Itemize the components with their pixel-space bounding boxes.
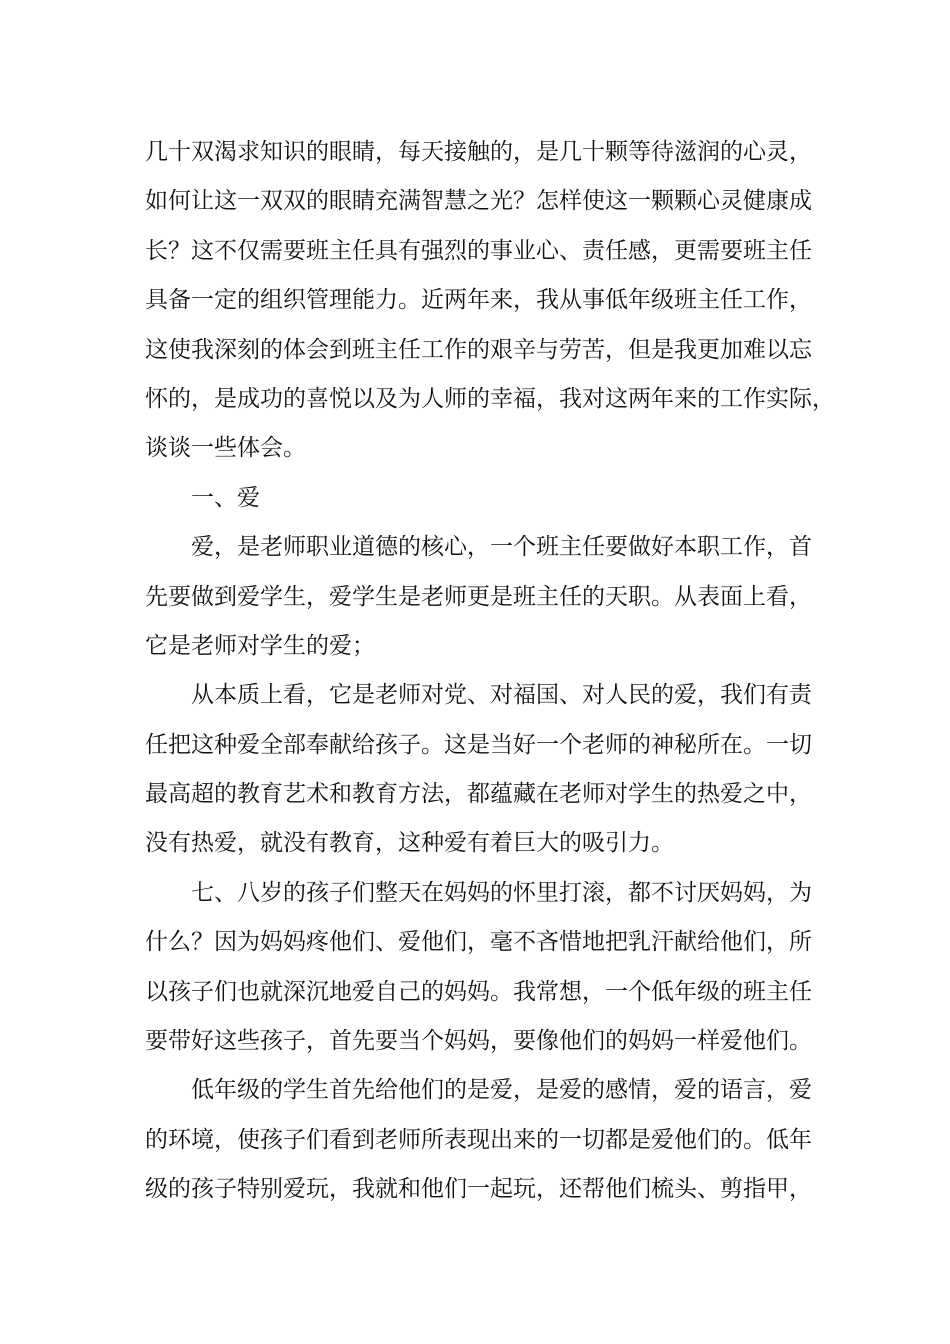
text-line: 具备一定的组织管理能力。近两年来，我从事低年级班主任工作，: [145, 287, 812, 314]
text-line: 怀的，是成功的喜悦以及为人师的幸福，我对这两年来的工作实际，: [145, 385, 835, 412]
text-line: 没有热爱，就没有教育，这种爱有着巨大的吸引力。: [145, 830, 674, 857]
text-line: 级的孩子特别爱玩，我就和他们一起玩，还帮他们梳头、剪指甲，: [145, 1176, 812, 1203]
paragraph-start-line: 从本质上看，它是老师对党、对福国、对人民的爱，我们有责: [191, 682, 812, 709]
text-line: 长？这不仅需要班主任具有强烈的事业心、责任感，更需要班主任: [145, 237, 812, 264]
text-line: 任把这种爱全部奉献给孩子。这是当好一个老师的神秘所在。一切: [145, 731, 812, 758]
paragraph-start-line: 低年级的学生首先给他们的是爱，是爱的感情，爱的语言，爱: [191, 1077, 812, 1104]
text-line: 谈谈一些体会。: [145, 435, 306, 462]
text-line: 先要做到爱学生，爱学生是老师更是班主任的天职。从表面上看，: [145, 583, 812, 610]
text-line: 这使我深刻的体会到班主任工作的艰辛与劳苦，但是我更加难以忘: [145, 336, 812, 363]
text-line: 什么？因为妈妈疼他们、爱他们，毫不吝惜地把乳汗献给他们，所: [145, 929, 812, 956]
text-line: 如何让这一双双的眼睛充满智慧之光？怎样使这一颗颗心灵健康成: [145, 188, 812, 215]
paragraph-start-line: 七、八岁的孩子们整天在妈妈的怀里打滚，都不讨厌妈妈，为: [191, 879, 812, 906]
paragraph-start-line: 爱，是老师职业道德的核心，一个班主任要做好本职工作，首: [191, 534, 812, 561]
body-text: [145, 128, 835, 1215]
text-line: 要带好这些孩子，首先要当个妈妈，要像他们的妈妈一样爱他们。: [145, 1028, 812, 1055]
section-heading: 一、爱: [191, 484, 260, 511]
text-line: 几十双渴求知识的眼睛，每天接触的，是几十颗等待滋润的心灵，: [145, 139, 812, 165]
text-line: 最高超的教育艺术和教育方法，都蕴藏在老师对学生的热爱之中，: [145, 781, 812, 808]
text-line: 的环境，使孩子们看到老师所表现出来的一切都是爱他们的。低年: [145, 1126, 812, 1153]
text-line: 它是老师对学生的爱；: [145, 632, 375, 659]
text-line: 以孩子们也就深沉地爱自己的妈妈。我常想，一个低年级的班主任: [145, 978, 812, 1005]
